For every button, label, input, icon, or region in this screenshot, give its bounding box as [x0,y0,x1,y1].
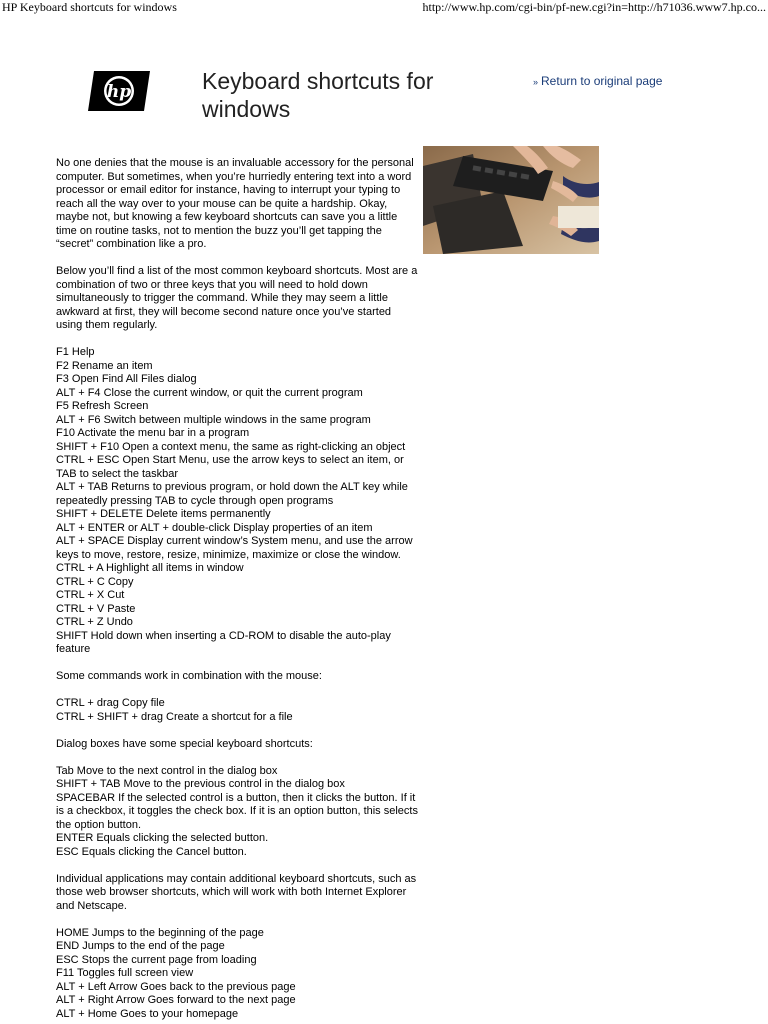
list-item: SHIFT + F10 Open a context menu, the same as right-clicking an object [56,440,406,453]
print-header-title: HP Keyboard shortcuts for windows [2,0,177,14]
shortcut-list [56,346,420,657]
list-item: CTRL + drag Copy file [56,697,165,709]
list-item: CTRL + C Copy [56,575,134,588]
list-item: Tab Move to the next control in the dialog box [56,764,278,777]
hp-logo [88,71,150,111]
list-item: CTRL + Z Undo [56,616,133,628]
list-item: CTRL + ESC Open Start Menu, use the arrow keys to select an item, or TAB to select the taskbar [56,454,404,480]
list-item: ESC Stops the current page from loading [56,953,257,966]
mouse-shortcut-list [56,697,420,724]
keyboard-photo [423,146,599,254]
list-item: F1 Help [56,346,95,358]
list-item: F3 Open Find All Files dialog [56,373,197,385]
print-header [0,0,768,16]
double-arrow-icon: » [533,77,539,87]
list-item: SHIFT + DELETE Delete items permanently [56,508,271,520]
list-item: CTRL + A Highlight all items in window [56,562,244,574]
list-item: ALT + Right Arrow Goes forward to the next page [56,994,296,1006]
list-item: F11 Toggles full screen view [56,967,194,979]
list-item: F2 Rename an item [56,359,153,372]
dialog-intro: Dialog boxes have some special keyboard shortcuts: [56,737,313,750]
list-item: SPACEBAR If the selected control is a button, then it clicks the button. If it is a checkbox, it toggles the check box. If it is an option button, this selects the option button. [56,791,418,831]
list-item: ALT + Left Arrow Goes back to the previous page [56,980,296,993]
list-item: ENTER Equals clicking the selected button. [56,832,269,844]
print-header-url: http://www.hp.com/cgi-bin/pf-new.cgi?in=http://h71036.www7.hp.co... [422,0,766,14]
list-item: ALT + SPACE Display current window’s System menu, and use the arrow keys to move, restore, resize, minimize, maximize or close the window. [56,535,413,561]
list-item: ALT + F4 Close the current window, or quit the current program [56,386,363,399]
list-item: CTRL + V Paste [56,602,136,615]
return-link-label: Return to original page [541,74,663,88]
list-item: END Jumps to the end of the page [56,940,225,952]
dialog-shortcut-list [56,765,420,860]
list-item: CTRL + X Cut [56,589,125,601]
list-item: F10 Activate the menu bar in a program [56,427,250,439]
intro-paragraph: No one denies that the mouse is an invaluable accessory for the personal computer. But sometimes, when you’re hurriedly entering text into a word processor or email editor for instance, having to interrupt your typing to reach all the way over to your mouse can be quite a hardship. Okay, maybe not, but knowing a few keyboard shortcuts can save you a little time on routine tasks, not to mention the buzz you’ll get tapping the “secret” combination like a pro. [56,157,414,250]
list-item: ALT + TAB Returns to previous program, or hold down the ALT key while repeatedly pressing TAB to cycle through open programs [56,481,408,507]
list-item: F5 Refresh Screen [56,400,149,412]
list-item: ESC Equals clicking the Cancel button. [56,845,247,858]
below-paragraph: Below you’ll find a list of the most common keyboard shortcuts. Most are a combination of two or three keys that you will need to hold down simultaneously to trigger the command. While they may seem a little awkward at first, they will become second nature once you’ve started using them regularly. [56,265,418,331]
list-item: SHIFT Hold down when inserting a CD-ROM to disable the auto-play feature [56,629,391,655]
return-to-original-link[interactable] [533,74,662,88]
list-item: ALT + ENTER or ALT + double-click Display properties of an item [56,521,373,534]
page-title: Keyboard shortcuts for windows [202,68,434,122]
article-body [56,157,420,1021]
mouse-intro: Some commands work in combination with the mouse: [56,670,322,682]
list-item: ALT + F6 Switch between multiple windows in the same program [56,413,371,426]
hp-logo-text: hp [106,82,132,102]
list-item: ALT + Home Goes to your homepage [56,1007,239,1020]
list-item: HOME Jumps to the beginning of the page [56,926,264,939]
browser-shortcut-list [56,927,420,1022]
list-item: SHIFT + TAB Move to the previous control in the dialog box [56,778,345,790]
apps-intro: Individual applications may contain additional keyboard shortcuts, such as those web browser shortcuts, which will work with both Internet Explorer and Netscape. [56,872,417,912]
list-item: CTRL + SHIFT + drag Create a shortcut for a file [56,710,293,723]
